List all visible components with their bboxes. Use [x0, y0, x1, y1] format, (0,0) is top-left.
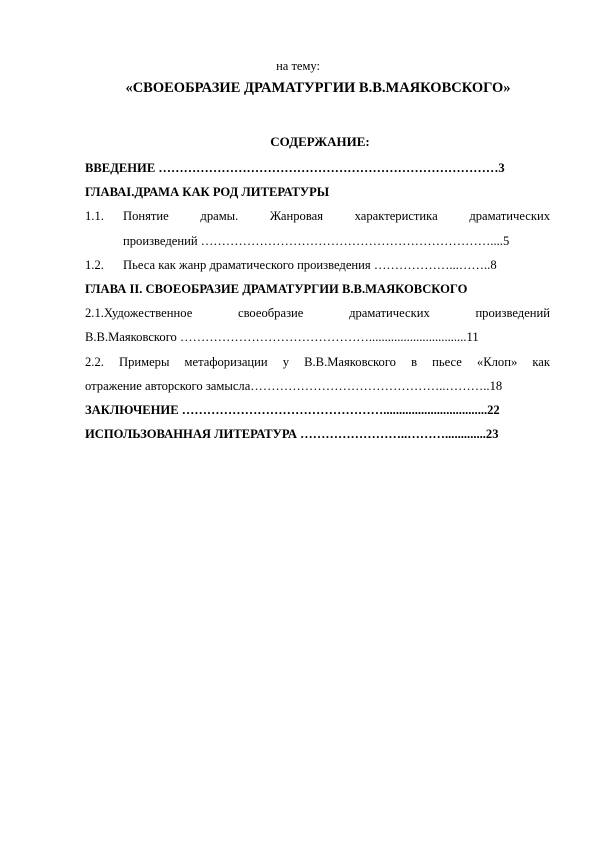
- toc-chapter1-text: ГЛАВАI.ДРАМА КАК РОД ЛИТЕРАТУРЫ: [85, 185, 330, 200]
- toc-1-2-number: 1.2.: [85, 257, 104, 272]
- toc-entry-1-1-line2: [85, 229, 550, 253]
- toc-literature-text: ИСПОЛЬЗОВАННАЯ ЛИТЕРАТУРА ……………………..……….............23: [85, 427, 499, 442]
- toc-entry-2-1-line1: [85, 301, 550, 325]
- toc-2-2-text-line1: 2.2. Примеры метафоризации у В.В.Маяковского в пьесе «Клоп» как: [85, 354, 550, 369]
- table-of-contents: [85, 156, 550, 446]
- toc-entry-literature: [85, 422, 550, 446]
- toc-entry-chapter-1: [85, 180, 550, 204]
- toc-entry-1-1-line1: [85, 204, 550, 228]
- topic-label: на тему:: [276, 59, 320, 73]
- toc-conclusion-text: ЗАКЛЮЧЕНИЕ ………………………………………….................................22: [85, 402, 500, 417]
- toc-2-1-text-line2: В.В.Маяковского ………………………………………...............................11: [85, 330, 479, 345]
- toc-2-2-text-line2: отражение авторского замысла………………………………………..………..18: [85, 378, 503, 393]
- toc-entry-intro: [85, 156, 550, 180]
- toc-entry-1-2: [85, 253, 550, 277]
- toc-1-1-text-line2: произведений ……………………………………………………………....5: [123, 233, 510, 248]
- toc-entry-2-2-line1: [85, 350, 550, 374]
- toc-1-1-text-line1: Понятие драмы. Жанровая характеристика драматических: [123, 209, 550, 224]
- toc-entry-2-2-line2: [85, 374, 550, 398]
- document-title: «СВОЕОБРАЗИЕ ДРАМАТУРГИИ В.В.МАЯКОВСКОГО»: [125, 80, 511, 96]
- toc-entry-conclusion: [85, 398, 550, 422]
- toc-entry-chapter-2: [85, 277, 550, 301]
- toc-entry-2-1-line2: [85, 325, 550, 349]
- toc-2-1-text-line1: 2.1.Художественное своеобразие драматических произведений: [85, 306, 550, 321]
- toc-chapter2-text: ГЛАВА II. СВОЕОБРАЗИЕ ДРАМАТУРГИИ В.В.МАЯКОВСКОГО: [85, 281, 468, 296]
- toc-intro-text: ВВЕДЕНИЕ ………………………………………………………………………3: [85, 161, 505, 175]
- contents-heading: СОДЕРЖАНИЕ:: [270, 134, 370, 149]
- toc-1-2-text: Пьеса как жанр драматического произведения ………………...……..8: [123, 257, 497, 272]
- toc-1-1-number: 1.1.: [85, 209, 104, 224]
